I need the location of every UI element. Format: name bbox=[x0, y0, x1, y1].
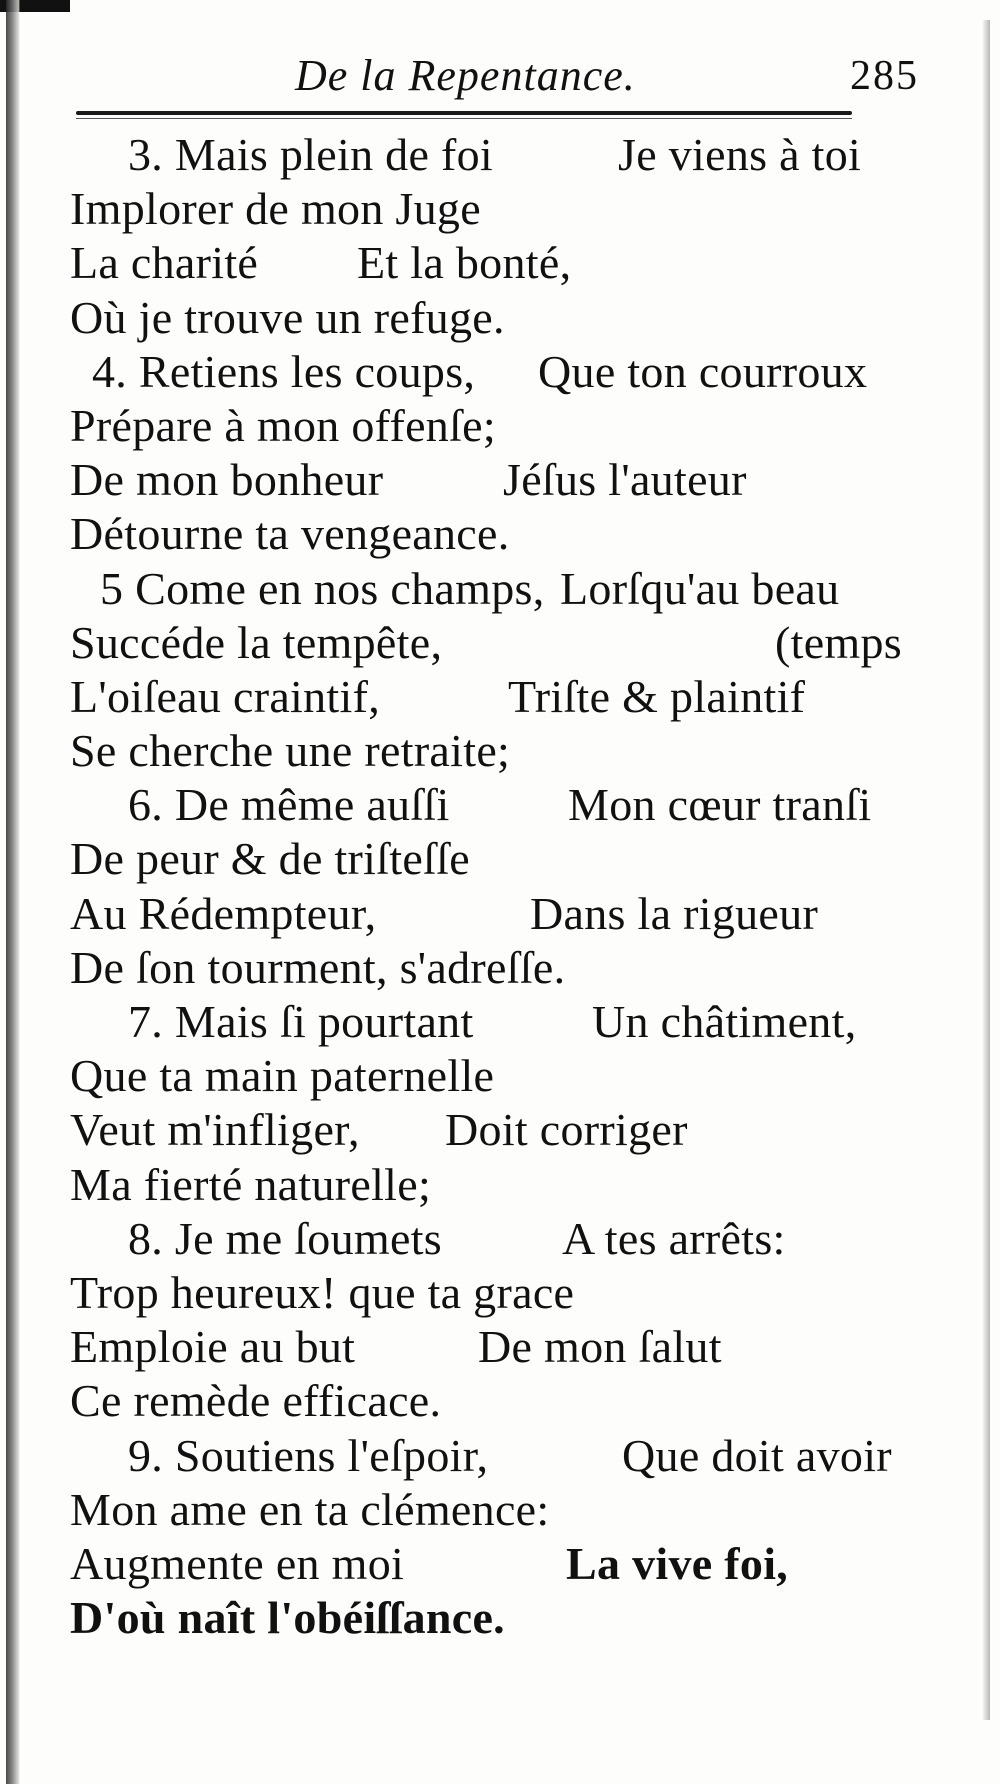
verse-line bbox=[0, 887, 1000, 941]
verse-line-text: 7. Mais ſi pourtant bbox=[128, 996, 474, 1047]
verse-line-hemistich: Que doit avoir bbox=[622, 1429, 892, 1481]
verse-line bbox=[0, 778, 1000, 832]
verse-turnover: (temps bbox=[775, 616, 902, 668]
verse-line-hemistich: Lorſqu'au beau bbox=[560, 562, 840, 614]
verse-line bbox=[0, 724, 1000, 778]
verse-line-text: 9. Soutiens l'eſpoir, bbox=[128, 1429, 489, 1481]
verse-line-text: Mon ame en ta clémence: bbox=[70, 1483, 550, 1535]
verse-line bbox=[0, 995, 1000, 1049]
verse-line-hemistich: De mon ſalut bbox=[478, 1321, 722, 1373]
verse-line-text: D'où naît l'obéiſſance. bbox=[70, 1592, 505, 1644]
running-title: De la Repentance. bbox=[295, 51, 636, 100]
verse-line-text: De mon bonheur bbox=[70, 454, 384, 506]
verse-line-text: 4. Retiens les coups, bbox=[92, 345, 476, 397]
verse-line bbox=[0, 1537, 1000, 1591]
verse-line-hemistich: La vive foi, bbox=[566, 1537, 789, 1589]
verse-line bbox=[0, 616, 1000, 670]
verse-line bbox=[0, 507, 1000, 561]
verse-line-text: Se cherche une retraite; bbox=[70, 725, 511, 777]
verse-line-hemistich: A tes arrêts: bbox=[562, 1212, 786, 1264]
verse-line bbox=[0, 1320, 1000, 1374]
page-number: 285 bbox=[850, 53, 919, 99]
verse-line-text: Détourne ta vengeance. bbox=[70, 508, 510, 560]
verse-line bbox=[0, 1158, 1000, 1212]
verse-line bbox=[0, 399, 1000, 453]
verse-line-hemistich: Dans la rigueur bbox=[530, 887, 819, 939]
verse-line bbox=[0, 1591, 1000, 1645]
verse-line-text: Au Rédempteur, bbox=[70, 887, 377, 939]
verse-line bbox=[0, 182, 1000, 236]
verse-line-hemistich: Un châtiment, bbox=[592, 996, 857, 1047]
hymn-text bbox=[0, 128, 1000, 1645]
verse-line-text: Veut m'infliger, bbox=[70, 1104, 360, 1156]
verse-line-hemistich: Jéſus l'auteur bbox=[503, 454, 747, 506]
verse-line-text: 5 Come en nos champs, bbox=[100, 562, 545, 614]
verse-line-hemistich: Triſte & plaintif bbox=[508, 670, 806, 722]
verse-line-text: Ma fierté naturelle; bbox=[70, 1158, 432, 1210]
verse-line-text: 6. De même auſſi bbox=[128, 779, 450, 831]
page-header bbox=[0, 40, 1000, 110]
verse-line bbox=[0, 453, 1000, 507]
verse-line bbox=[0, 670, 1000, 724]
verse-line-hemistich: Mon cœur tranſi bbox=[568, 779, 872, 831]
verse-line bbox=[0, 345, 1000, 399]
verse-line-text: Ce remède efficace. bbox=[70, 1375, 442, 1427]
header-rule bbox=[76, 111, 852, 115]
verse-line-text: Où je trouve un refuge. bbox=[70, 291, 505, 343]
verse-line-text: Trop heureux! que ta grace bbox=[70, 1266, 575, 1318]
verse-line bbox=[0, 562, 1000, 616]
header-rule-thin bbox=[76, 118, 852, 119]
verse-line-text: L'oiſeau craintif, bbox=[70, 670, 380, 722]
verse-line bbox=[0, 1049, 1000, 1103]
verse-line bbox=[0, 291, 1000, 345]
verse-line-text: Emploie au but bbox=[70, 1321, 356, 1373]
verse-line bbox=[0, 1429, 1000, 1483]
verse-line-text: De peur & de triſteſſe bbox=[70, 833, 471, 885]
verse-line bbox=[0, 1374, 1000, 1428]
verse-line-hemistich: Que ton courroux bbox=[538, 345, 868, 397]
verse-line-text: 8. Je me ſoumets bbox=[128, 1212, 442, 1264]
verse-line bbox=[0, 236, 1000, 290]
verse-line bbox=[0, 1212, 1000, 1266]
verse-line-text: De ſon tourment, s'adreſſe. bbox=[70, 941, 566, 993]
verse-line-text: 3. Mais plein de foi bbox=[128, 129, 493, 180]
verse-line bbox=[0, 832, 1000, 886]
verse-line-text: Augmente en moi bbox=[70, 1537, 405, 1589]
verse-line-hemistich: Et la bonté, bbox=[357, 237, 572, 289]
verse-line-text: Implorer de mon Juge bbox=[70, 183, 481, 235]
verse-line-hemistich: Doit corriger bbox=[445, 1104, 688, 1156]
verse-line bbox=[0, 1483, 1000, 1537]
verse-line-hemistich: Je viens à toi bbox=[618, 129, 862, 180]
verse-line bbox=[0, 1103, 1000, 1157]
verse-line-text: Succéde la tempête, bbox=[70, 616, 443, 668]
verse-line-text: Prépare à mon offenſe; bbox=[70, 399, 496, 451]
verse-line-text: Que ta main paternelle bbox=[70, 1050, 495, 1102]
verse-line bbox=[0, 128, 1000, 182]
verse-line-text: La charité bbox=[70, 237, 259, 289]
verse-line bbox=[0, 941, 1000, 995]
verse-line bbox=[0, 1266, 1000, 1320]
